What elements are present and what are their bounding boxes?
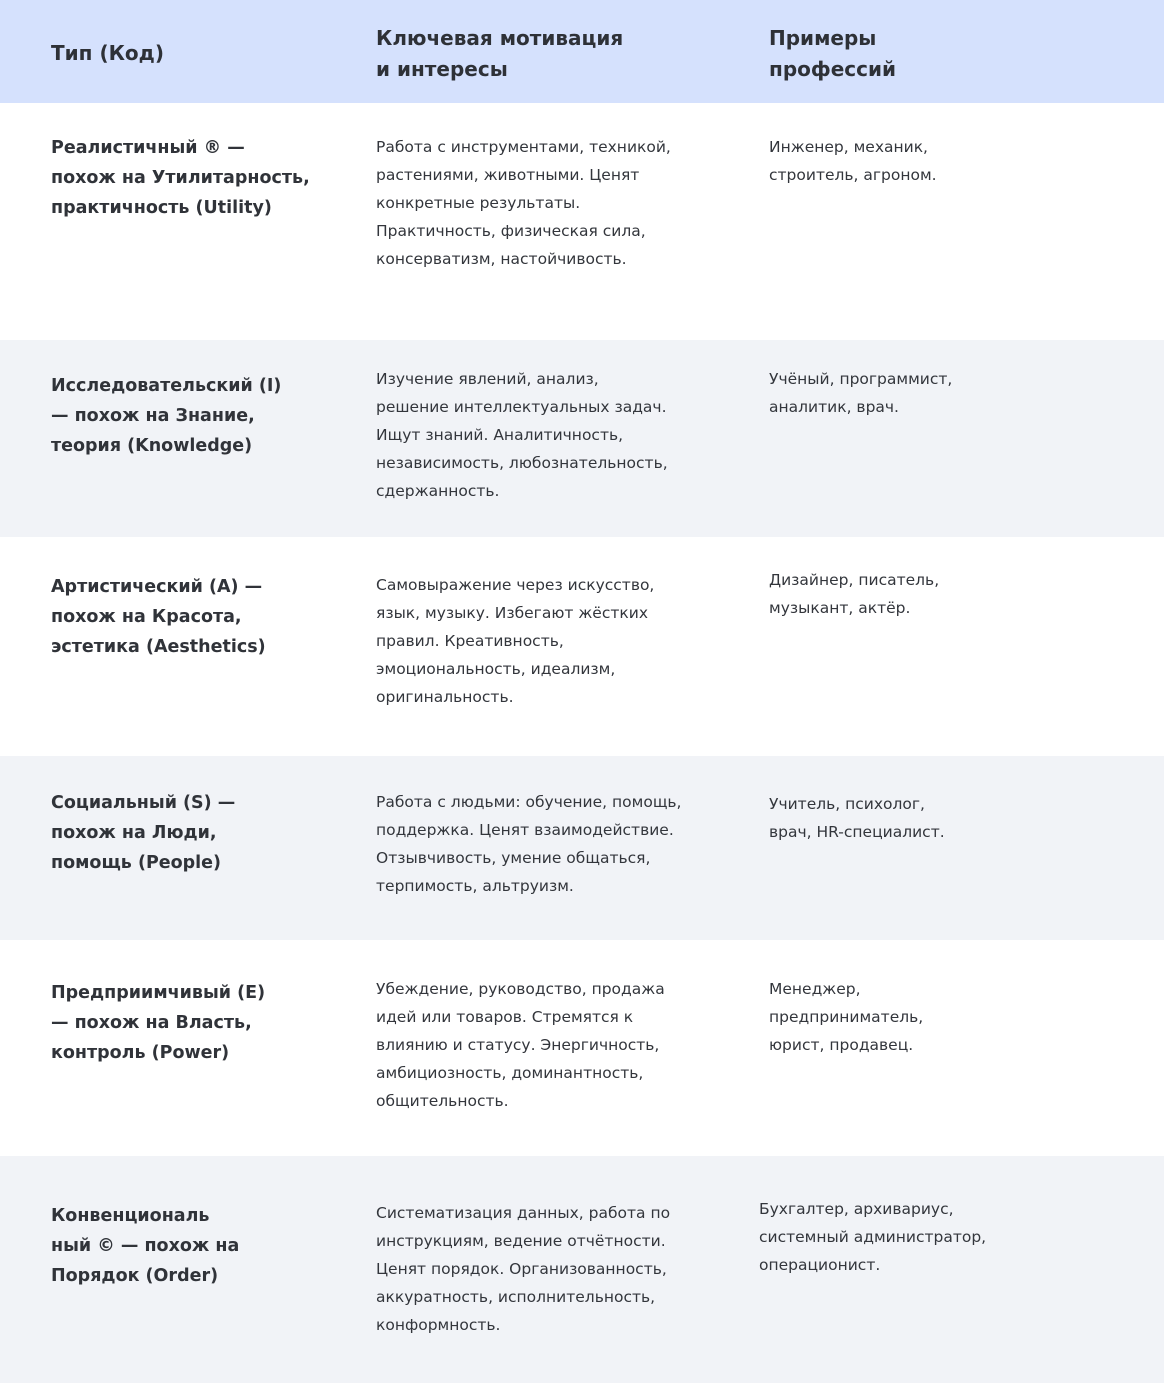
table-row-artistic — [0, 537, 1164, 756]
motivation-line: Практичность, физическая сила, — [376, 222, 646, 240]
header-motivation — [376, 23, 706, 85]
type-line: Предприимчивый (E) — [51, 983, 266, 1003]
motivation-line: Убеждение, руководство, продажа — [376, 980, 665, 998]
type-cell — [51, 788, 321, 878]
examples-cell — [769, 790, 1009, 846]
type-line: Социальный (S) — — [51, 793, 236, 813]
examples-line: Дизайнер, писатель, — [769, 571, 940, 589]
motivation-line: инструкциям, ведение отчётности. — [376, 1232, 666, 1250]
motivation-line: язык, музыку. Избегают жёстких — [376, 604, 648, 622]
header-motivation-line: и интересы — [376, 57, 508, 81]
table-row-realistic — [0, 103, 1164, 340]
type-line: похож на Красота, — [51, 607, 242, 627]
header-examples-line: Примеры — [769, 26, 877, 50]
examples-cell — [769, 133, 1009, 189]
motivation-cell — [376, 133, 706, 273]
examples-line: строитель, агроном. — [769, 166, 937, 184]
motivation-line: растениями, животными. Ценят — [376, 166, 640, 184]
type-cell — [51, 371, 321, 461]
examples-line: врач, HR-специалист. — [769, 823, 945, 841]
header-type-text: Тип (Код) — [51, 41, 164, 65]
header-examples — [769, 23, 1019, 85]
examples-line: системный администратор, — [759, 1228, 987, 1246]
examples-line: операционист. — [759, 1256, 881, 1274]
type-line: Артистический (A) — — [51, 577, 263, 597]
motivation-line: Работа с людьми: обучение, помощь, — [376, 793, 682, 811]
examples-cell — [769, 975, 1009, 1059]
motivation-line: влиянию и статусу. Энергичность, — [376, 1036, 660, 1054]
examples-cell — [759, 1195, 999, 1279]
motivation-line: амбициозность, доминантность, — [376, 1064, 644, 1082]
type-line: эстетика (Aesthetics) — [51, 637, 266, 657]
examples-line: Учёный, программист, — [769, 370, 953, 388]
motivation-line: Работа с инструментами, техникой, — [376, 138, 671, 156]
type-cell — [51, 133, 321, 223]
type-line: Конвенциональ — [51, 1206, 210, 1226]
type-cell — [51, 572, 321, 662]
type-line: похож на Утилитарность, — [51, 168, 310, 188]
motivation-line: терпимость, альтруизм. — [376, 877, 574, 895]
examples-line: музыкант, актёр. — [769, 599, 911, 617]
motivation-cell — [376, 975, 706, 1115]
type-line: теория (Knowledge) — [51, 436, 253, 456]
table-row-social — [0, 756, 1164, 940]
type-line: контроль (Power) — [51, 1043, 230, 1063]
motivation-line: решение интеллектуальных задач. — [376, 398, 667, 416]
examples-line: Учитель, психолог, — [769, 795, 925, 813]
motivation-line: Самовыражение через искусство, — [376, 576, 655, 594]
motivation-line: Отзывчивость, умение общаться, — [376, 849, 651, 867]
motivation-cell — [376, 571, 706, 711]
table-row-investigative — [0, 340, 1164, 537]
examples-line: Бухгалтер, архивариус, — [759, 1200, 954, 1218]
examples-cell — [769, 365, 1009, 421]
motivation-cell — [376, 1199, 706, 1339]
type-line: — похож на Знание, — [51, 406, 255, 426]
motivation-cell — [376, 365, 706, 505]
type-line: похож на Люди, — [51, 823, 217, 843]
header-type — [51, 38, 164, 69]
table-row-enterprising — [0, 940, 1164, 1156]
motivation-line: сдержанность. — [376, 482, 500, 500]
motivation-line: идей или товаров. Стремятся к — [376, 1008, 634, 1026]
motivation-line: конкретные результаты. — [376, 194, 581, 212]
motivation-line: Изучение явлений, анализ, — [376, 370, 599, 388]
type-line: помощь (People) — [51, 853, 222, 873]
examples-line: Менеджер, — [769, 980, 861, 998]
type-line: Исследовательский (I) — [51, 376, 282, 396]
motivation-line: Ценят порядок. Организованность, — [376, 1260, 667, 1278]
motivation-line: оригинальность. — [376, 688, 514, 706]
table-row-conventional — [0, 1156, 1164, 1383]
examples-cell — [769, 566, 1009, 622]
motivation-line: Ищут знаний. Аналитичность, — [376, 426, 624, 444]
header-examples-line: профессий — [769, 57, 897, 81]
type-line: практичность (Utility) — [51, 198, 272, 218]
examples-line: Инженер, механик, — [769, 138, 928, 156]
examples-line: аналитик, врач. — [769, 398, 899, 416]
motivation-line: общительность. — [376, 1092, 509, 1110]
motivation-line: Систематизация данных, работа по — [376, 1204, 671, 1222]
motivation-line: консерватизм, настойчивость. — [376, 250, 627, 268]
motivation-line: независимость, любознательность, — [376, 454, 668, 472]
motivation-line: правил. Креативность, — [376, 632, 564, 650]
table-header — [0, 0, 1164, 103]
motivation-line: эмоциональность, идеализм, — [376, 660, 616, 678]
type-line: — похож на Власть, — [51, 1013, 252, 1033]
motivation-line: аккуратность, исполнительность, — [376, 1288, 656, 1306]
type-cell — [51, 1201, 321, 1291]
motivation-cell — [376, 788, 706, 900]
type-line: ный © — похож на — [51, 1236, 240, 1256]
type-cell — [51, 978, 321, 1068]
motivation-line: поддержка. Ценят взаимодействие. — [376, 821, 674, 839]
header-motivation-line: Ключевая мотивация — [376, 26, 624, 50]
type-line: Реалистичный ® — — [51, 138, 245, 158]
type-line: Порядок (Order) — [51, 1266, 219, 1286]
examples-line: предприниматель, — [769, 1008, 924, 1026]
motivation-line: конформность. — [376, 1316, 501, 1334]
examples-line: юрист, продавец. — [769, 1036, 914, 1054]
